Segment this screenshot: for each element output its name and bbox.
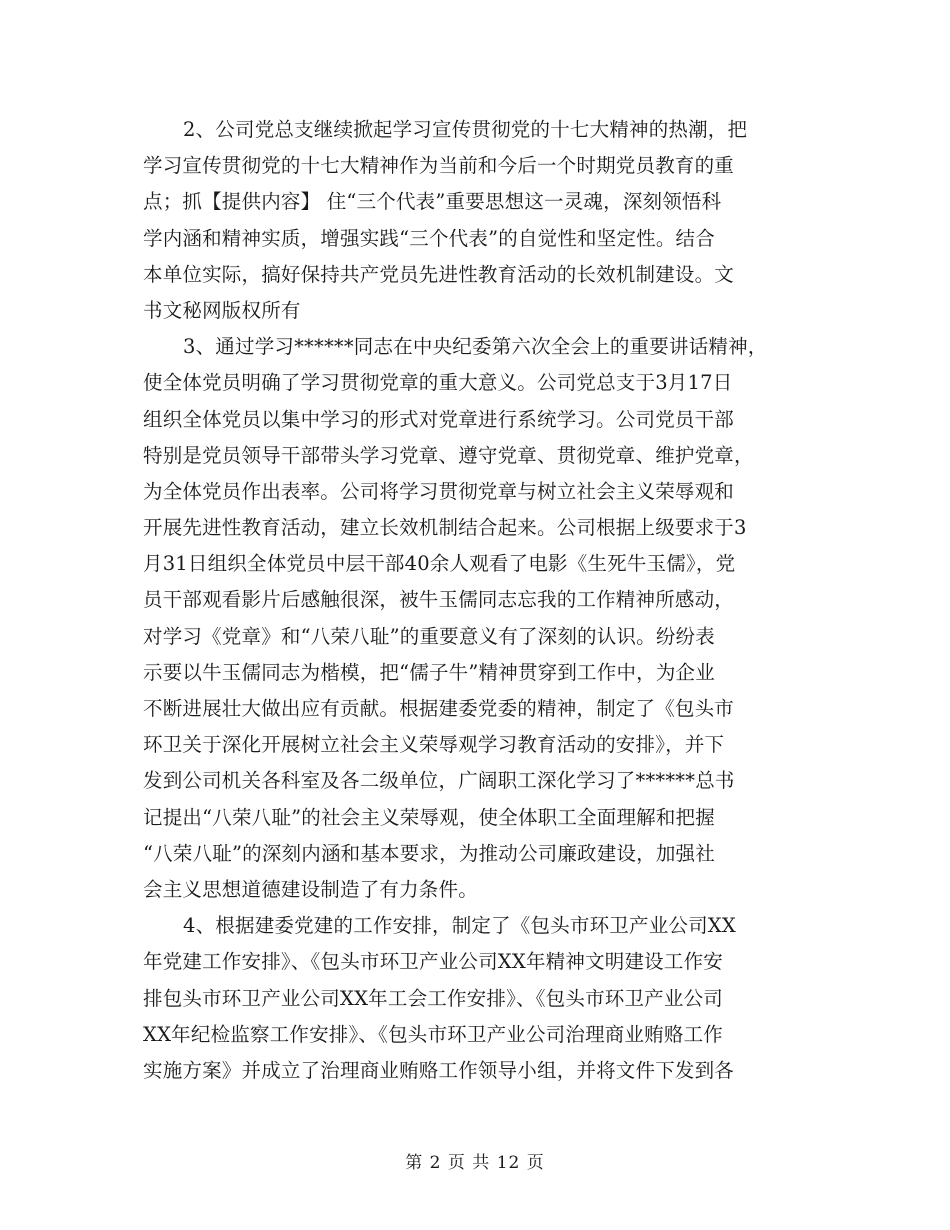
text-line: 发到公司机关各科室及各二级单位，广阔职工深化学习了******总书: [143, 769, 735, 793]
text-line: 示要以牛玉儒同志为楷模，把“儒子牛”精神贯穿到工作中，为企业: [143, 660, 715, 684]
document-body: [143, 112, 811, 1089]
text-line: 不断进展壮大做出应有贡献。根据建委党委的精神，制定了《包头市: [143, 697, 735, 720]
paragraph-item-3: [143, 329, 811, 908]
text-line: 开展先进性教育活动，建立长效机制结合起来。公司根据上级要求于3: [143, 516, 747, 540]
text-line: 学内涵和精神实质，增强实践“三个代表”的自觉性和坚定性。结合: [143, 226, 715, 250]
text-line: 4、根据建委党建的工作安排，制定了《包头市环卫产业公司XX: [183, 914, 736, 938]
text-line: 月31日组织全体党员中层干部40余人观看了电影《生死牛玉儒》，党: [143, 552, 736, 576]
text-line: 2、公司党总支继续掀起学习宣传贯彻党的十七大精神的热潮，把: [183, 118, 748, 141]
text-line: “八荣八耻”的深刻内涵和基本要求，为推动公司廉政建设，加强社: [143, 841, 715, 865]
text-line: 会主义思想道德建设制造了有力条件。: [143, 877, 478, 901]
text-line: 实施方案》并成立了治理商业贿赂工作领导小组，并将文件下发到各: [143, 1058, 735, 1082]
text-line: 学习宣传贯彻党的十七大精神作为当前和今后一个时期党员教育的重: [143, 154, 735, 178]
text-line: 年党建工作安排》、《包头市环卫产业公司XX年精神文明建设工作安: [143, 950, 723, 974]
text-line: 使全体党员明确了学习贯彻党章的重大意义。公司党总支于3月17日: [143, 371, 733, 395]
text-line: 组织全体党员以集中学习的形式对党章进行系统学习。公司党员干部: [143, 407, 735, 431]
text-line: 书文秘网版权所有: [143, 298, 301, 322]
text-line: XX年纪检监察工作安排》、《包头市环卫产业公司治理商业贿赂工作: [143, 1022, 723, 1046]
text-line: 特别是党员领导干部带头学习党章、遵守党章、贯彻党章、维护党章，: [143, 443, 754, 467]
text-line: 3、通过学习******同志在中央纪委第六次全会上的重要讲话精神，: [183, 335, 768, 359]
text-line: 排包头市环卫产业公司XX年工会工作安排》、《包头市环卫产业公司: [143, 986, 723, 1010]
text-line: 环卫关于深化开展树立社会主义荣辱观学习教育活动的安排》，并下: [143, 733, 725, 757]
page-number-footer: 第 2 页 共 12 页: [405, 1153, 545, 1173]
paragraph-item-4: [143, 908, 811, 1089]
text-line: 点；抓【提供内容】 住“三个代表”重要思想这一灵魂，深刻领悟科: [143, 190, 722, 214]
text-line: 员干部观看影片后感触很深，被牛玉儒同志忘我的工作精神所感动，: [143, 588, 735, 612]
text-line: 记提出“八荣八耻”的社会主义荣辱观，使全体职工全面理解和把握: [143, 805, 715, 829]
text-line: 对学习《党章》和“八荣八耻”的重要意义有了深刻的认识。纷纷表: [143, 624, 715, 648]
text-line: 为全体党员作出表率。公司将学习贯彻党章与树立社会主义荣辱观和: [143, 479, 735, 503]
text-line: 本单位实际，搞好保持共产党员先进性教育活动的长效机制建设。文: [143, 262, 735, 286]
paragraph-item-2: [143, 112, 811, 329]
